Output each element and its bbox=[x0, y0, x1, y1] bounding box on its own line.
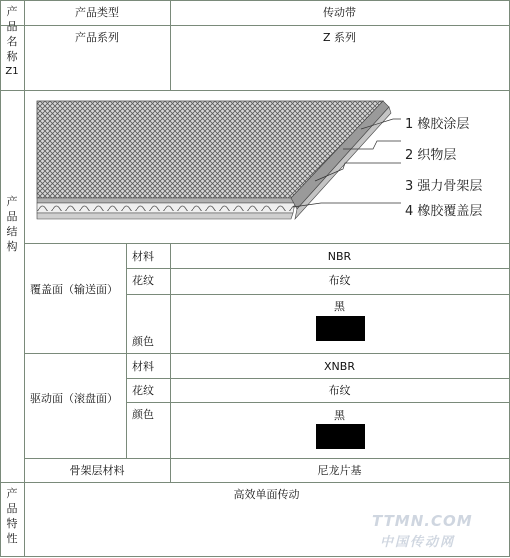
product-series-value: Z 系列 bbox=[322, 31, 357, 44]
grid-line bbox=[24, 458, 510, 459]
features-vertical-label bbox=[0, 486, 24, 546]
label-char: 特 bbox=[6, 517, 18, 530]
product-type-label: 产品类型 bbox=[75, 6, 119, 19]
cover-material-label: 材料 bbox=[132, 250, 154, 263]
grid-line bbox=[0, 0, 1, 557]
label-char: 产 bbox=[6, 5, 18, 18]
label-char: 构 bbox=[6, 240, 18, 253]
grid-line bbox=[0, 25, 510, 26]
product-features-value: 高效单面传动 bbox=[233, 488, 300, 501]
cover-color-swatch bbox=[316, 316, 365, 341]
structure-vertical-label bbox=[0, 194, 24, 254]
tension-cord-layer-front bbox=[37, 203, 295, 213]
drive-color-label: 颜色 bbox=[132, 408, 154, 421]
grid-line bbox=[126, 268, 510, 269]
belt-structure-diagram bbox=[25, 91, 509, 243]
product-type-value: 传动带 bbox=[323, 6, 356, 19]
layer-label-1: 1 橡胶涂层 bbox=[405, 117, 470, 132]
layer-label-2: 2 织物层 bbox=[405, 148, 457, 163]
drive-color-swatch bbox=[316, 424, 365, 449]
grid-line bbox=[0, 0, 510, 1]
cover-pattern-label: 花纹 bbox=[132, 274, 154, 287]
layer-label-3: 3 强力骨架层 bbox=[405, 179, 483, 194]
label-char: 产 bbox=[6, 487, 18, 500]
grid-line bbox=[0, 482, 510, 483]
label-code: Z1 bbox=[5, 66, 19, 77]
drive-pattern-label: 花纹 bbox=[132, 384, 154, 397]
label-char: 品 bbox=[6, 20, 18, 33]
cover-material-value: NBR bbox=[327, 250, 352, 263]
drive-material-value: XNBR bbox=[324, 360, 355, 373]
label-char: 称 bbox=[6, 50, 18, 63]
product-name-vertical-label bbox=[0, 4, 24, 79]
cover-side-label: 覆盖面（输送面） bbox=[30, 283, 118, 296]
label-char: 性 bbox=[6, 532, 18, 545]
grid-line bbox=[126, 294, 510, 295]
grid-line bbox=[0, 556, 510, 557]
cover-color-value: 黑 bbox=[334, 300, 345, 313]
fabric-layer-front bbox=[37, 198, 295, 203]
cover-color-label: 颜色 bbox=[132, 335, 154, 348]
rubber-coating-layer bbox=[37, 101, 383, 198]
grid-line bbox=[126, 378, 510, 379]
skeleton-material-label: 骨架层材料 bbox=[69, 464, 125, 477]
cover-pattern-value: 布纹 bbox=[328, 274, 351, 287]
drive-side-label: 驱动面（滚盘面） bbox=[30, 392, 118, 405]
label-char: 品 bbox=[6, 210, 18, 223]
rubber-cover-layer-front bbox=[37, 213, 293, 219]
watermark-text: 中国传动网 bbox=[380, 535, 456, 550]
label-char: 产 bbox=[6, 195, 18, 208]
grid-line bbox=[24, 243, 510, 244]
label-char: 品 bbox=[6, 502, 18, 515]
product-series-label: 产品系列 bbox=[75, 31, 119, 44]
label-char: 结 bbox=[6, 225, 18, 238]
drive-color-value: 黑 bbox=[334, 409, 345, 422]
layer-label-4: 4 橡胶覆盖层 bbox=[405, 204, 483, 219]
grid-line bbox=[24, 353, 510, 354]
label-char: 名 bbox=[6, 35, 18, 48]
drive-material-label: 材料 bbox=[132, 360, 154, 373]
watermark-text: TTMN.COM bbox=[372, 512, 473, 530]
drive-pattern-value: 布纹 bbox=[328, 384, 351, 397]
grid-line bbox=[126, 402, 510, 403]
skeleton-material-value: 尼龙片基 bbox=[317, 464, 362, 477]
